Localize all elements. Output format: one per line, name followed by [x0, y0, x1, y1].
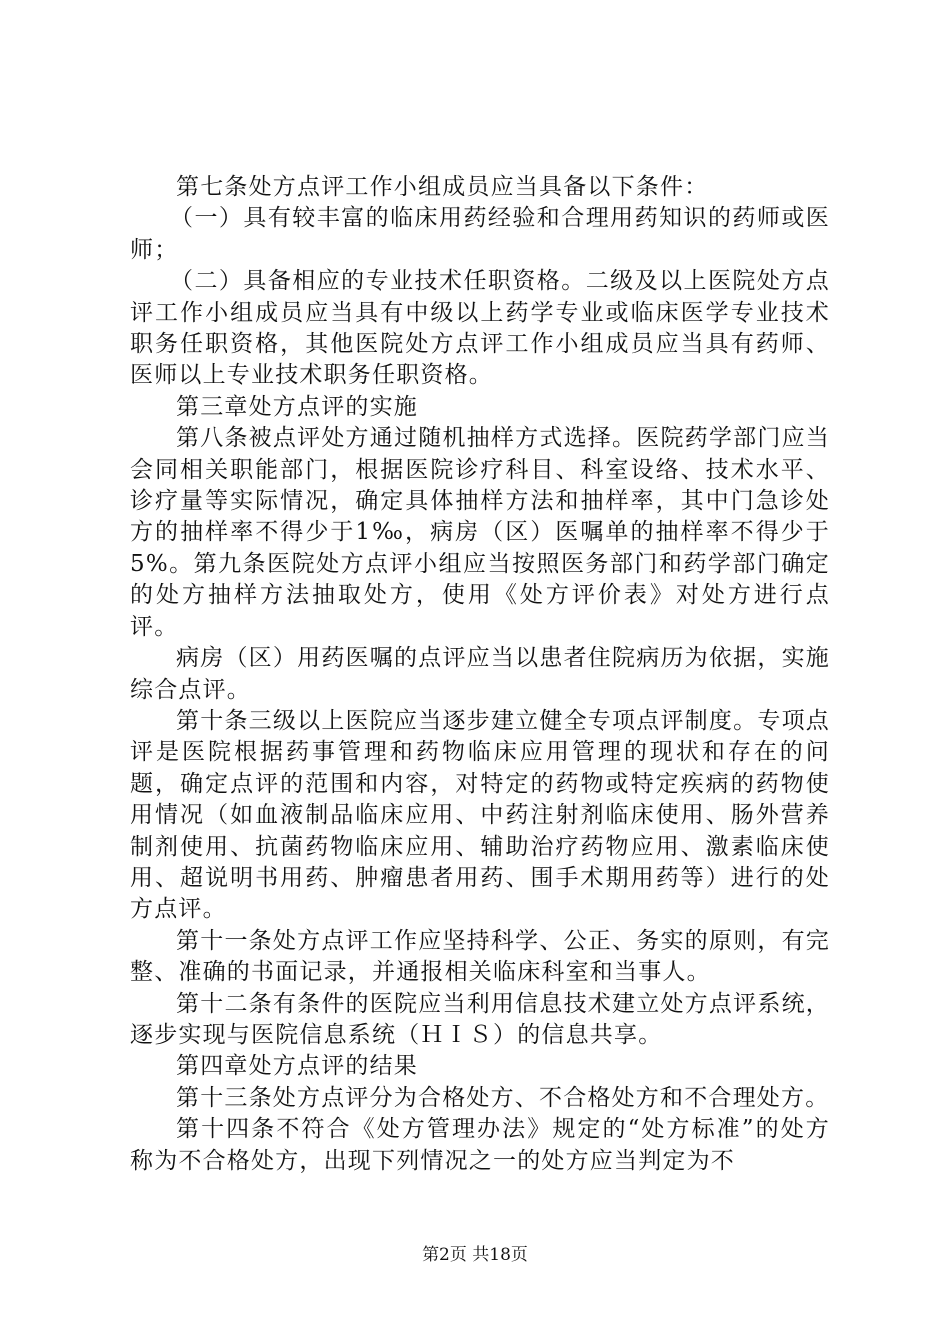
document-body [130, 172, 830, 1177]
paragraph: （二）具备相应的专业技术任职资格。二级及以上医院处方点评工作小组成员应当具有中级以上药学专业或临床医学专业技术职务任职资格，其他医院处方点评工作小组成员应当具有药师、医师以上专业技术职务任职资格。 [130, 268, 830, 389]
chapter-heading: 第四章处方点评的结果 [176, 1053, 418, 1080]
paragraph: 第十条三级以上医院应当逐步建立健全专项点评制度。专项点评是医院根据药事管理和药物临床应用管理的现状和存在的问题，确定点评的范围和内容，对特定的药物或特定疾病的药物使用情况（如血液制品临床应用、中药注射剂临床使用、肠外营养制剂使用、抗菌药物临床应用、辅助治疗药物应用、激素临床使用、超说明书用药、肿瘤患者用药、围手术期用药等）进行的处方点评。 [130, 707, 830, 923]
page-footer: 第2页 共18页 [422, 1245, 528, 1265]
paragraph: 第七条处方点评工作小组成员应当具备以下条件： [176, 174, 709, 200]
paragraph: 第十二条有条件的医院应当利用信息技术建立处方点评系统，逐步实现与医院信息系统（ＨＩＳ）的信息共享。 [130, 990, 830, 1048]
paragraph: 第十一条处方点评工作应坚持科学、公正、务实的原则，有完整、准确的书面记录，并通报相关临床科室和当事人。 [130, 927, 830, 986]
paragraph: 第八条被点评处方通过随机抽样方式选择。医院药学部门应当会同相关职能部门，根据医院诊疗科目、科室设络、技术水平、诊疗量等实际情况，确定具体抽样方法和抽样率，其中门急诊处方的抽样率不得少于1‰，病房（区）医嘱单的抽样率不得少于5%。第九条医院处方点评小组应当按照医务部门和药学部门确定的处方抽样方法抽取处方，使用《处方评价表》对处方进行点评。 [130, 425, 830, 640]
chapter-heading: 第三章处方点评的实施 [176, 393, 418, 420]
paragraph: 病房（区）用药医嘱的点评应当以患者住院病历为依据，实施综合点评。 [130, 645, 830, 703]
paragraph: 第十三条处方点评分为合格处方、不合格处方和不合理处方。 [176, 1084, 830, 1111]
paragraph: （一）具有较丰富的临床用药经验和合理用药知识的药师或医师； [130, 205, 830, 263]
paragraph: 第十四条不符合《处方管理办法》规定的“处方标准”的处方称为不合格处方，出现下列情况之一的处方应当判定为不 [130, 1116, 830, 1174]
